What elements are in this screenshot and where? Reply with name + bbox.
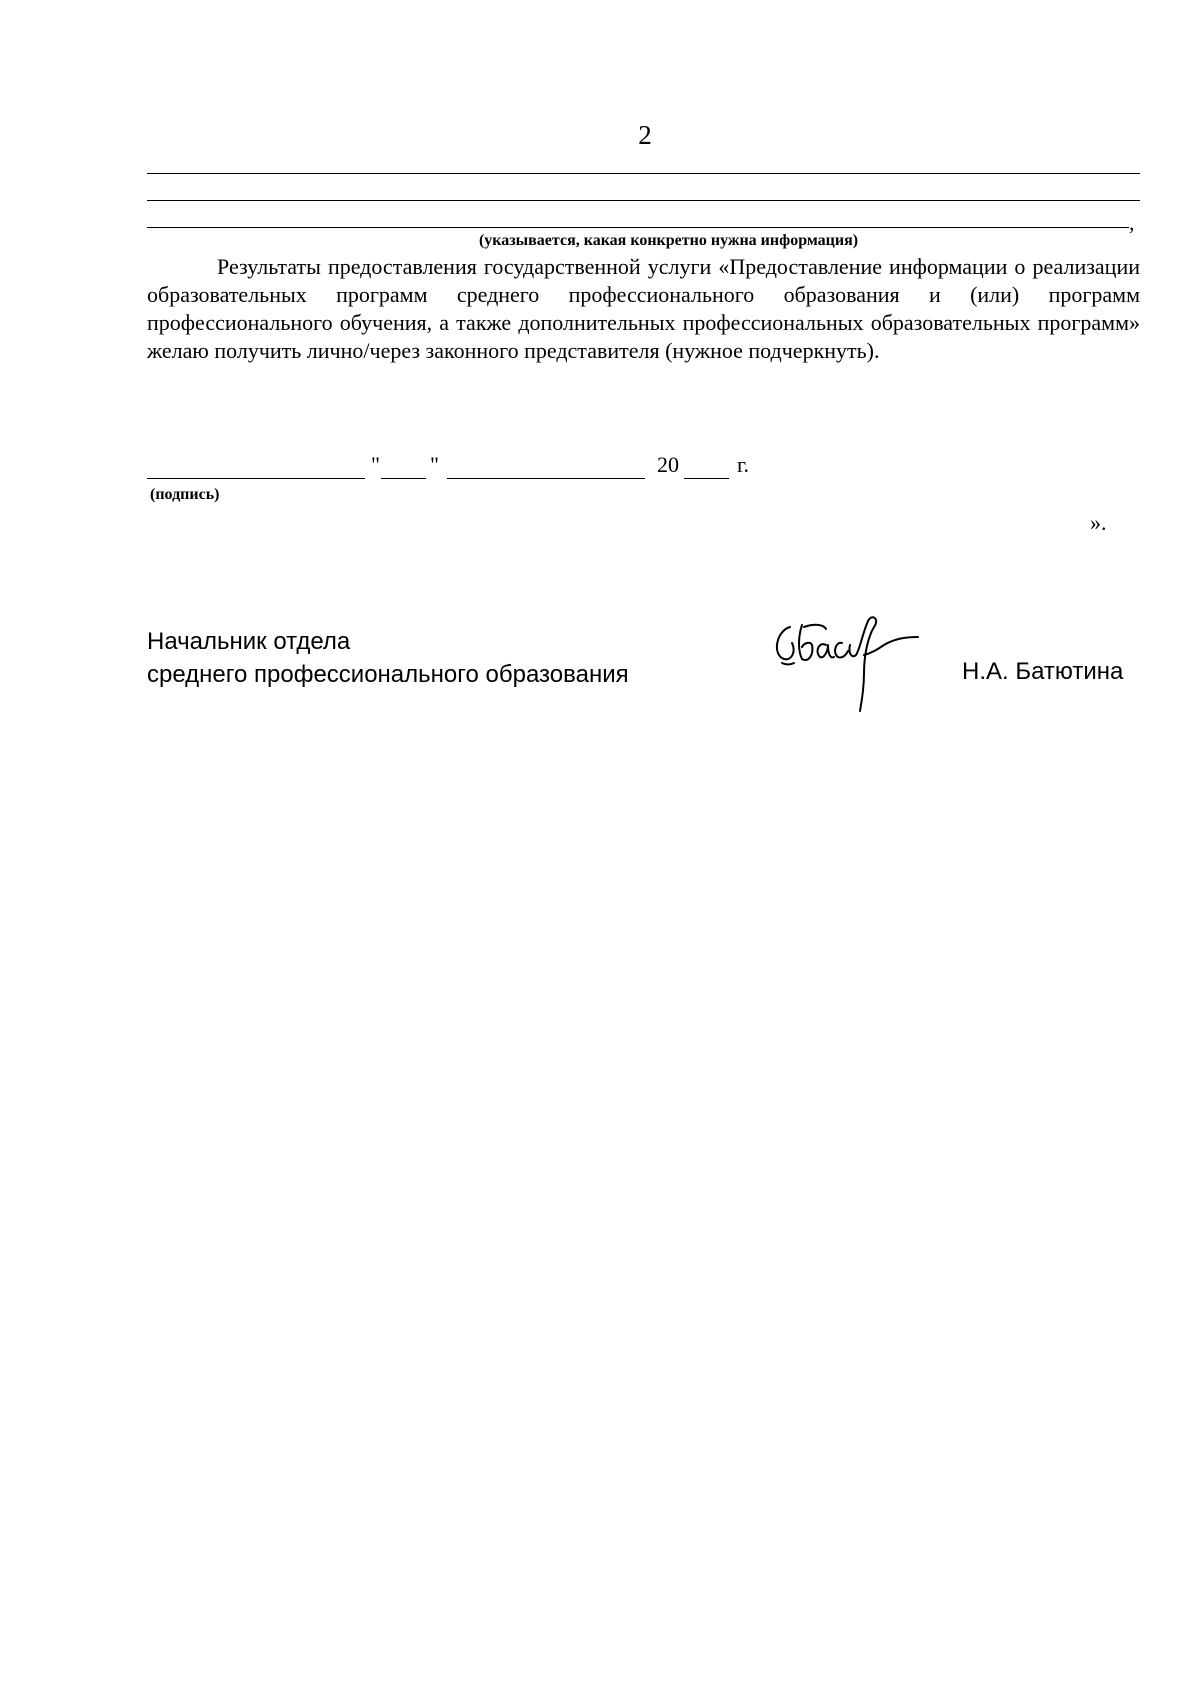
year-suffix: г.	[737, 452, 750, 477]
signatory-name: Н.А. Батютина	[962, 658, 1124, 685]
year-line	[684, 452, 729, 479]
signatory-position	[147, 625, 629, 691]
quote-open: "	[371, 452, 380, 477]
page-number: 2	[638, 120, 652, 150]
results-paragraph-text: Результаты предоставления государственной услуги «Предоставление информации о реализации образовательных программ среднего профессионального образования и (или) программ профессионального обучения, а также дополнительных профессиональных образовательных программ» желаю получить лично/через законного представителя (нужное подчеркнуть).	[147, 254, 1140, 363]
line-comma: ,	[1129, 210, 1135, 235]
fill-line	[147, 227, 1129, 228]
fill-line	[147, 200, 1140, 201]
results-paragraph	[147, 253, 1140, 365]
month-line	[447, 452, 645, 479]
hint-signature: (подпись)	[150, 486, 220, 503]
closing-quote: ».	[1090, 510, 1107, 535]
year-prefix: 20	[657, 452, 679, 477]
signature-line	[147, 452, 365, 479]
signatory-position-line1: Начальник отдела	[147, 628, 351, 655]
hint-info: (указывается, какая конкретно нужна информация)	[478, 232, 859, 249]
handwritten-signature	[768, 615, 938, 715]
signatory-position-line2: среднего профессионального образования	[147, 661, 629, 688]
fill-line	[147, 173, 1140, 174]
day-line	[381, 452, 426, 479]
quote-close: "	[430, 452, 439, 477]
